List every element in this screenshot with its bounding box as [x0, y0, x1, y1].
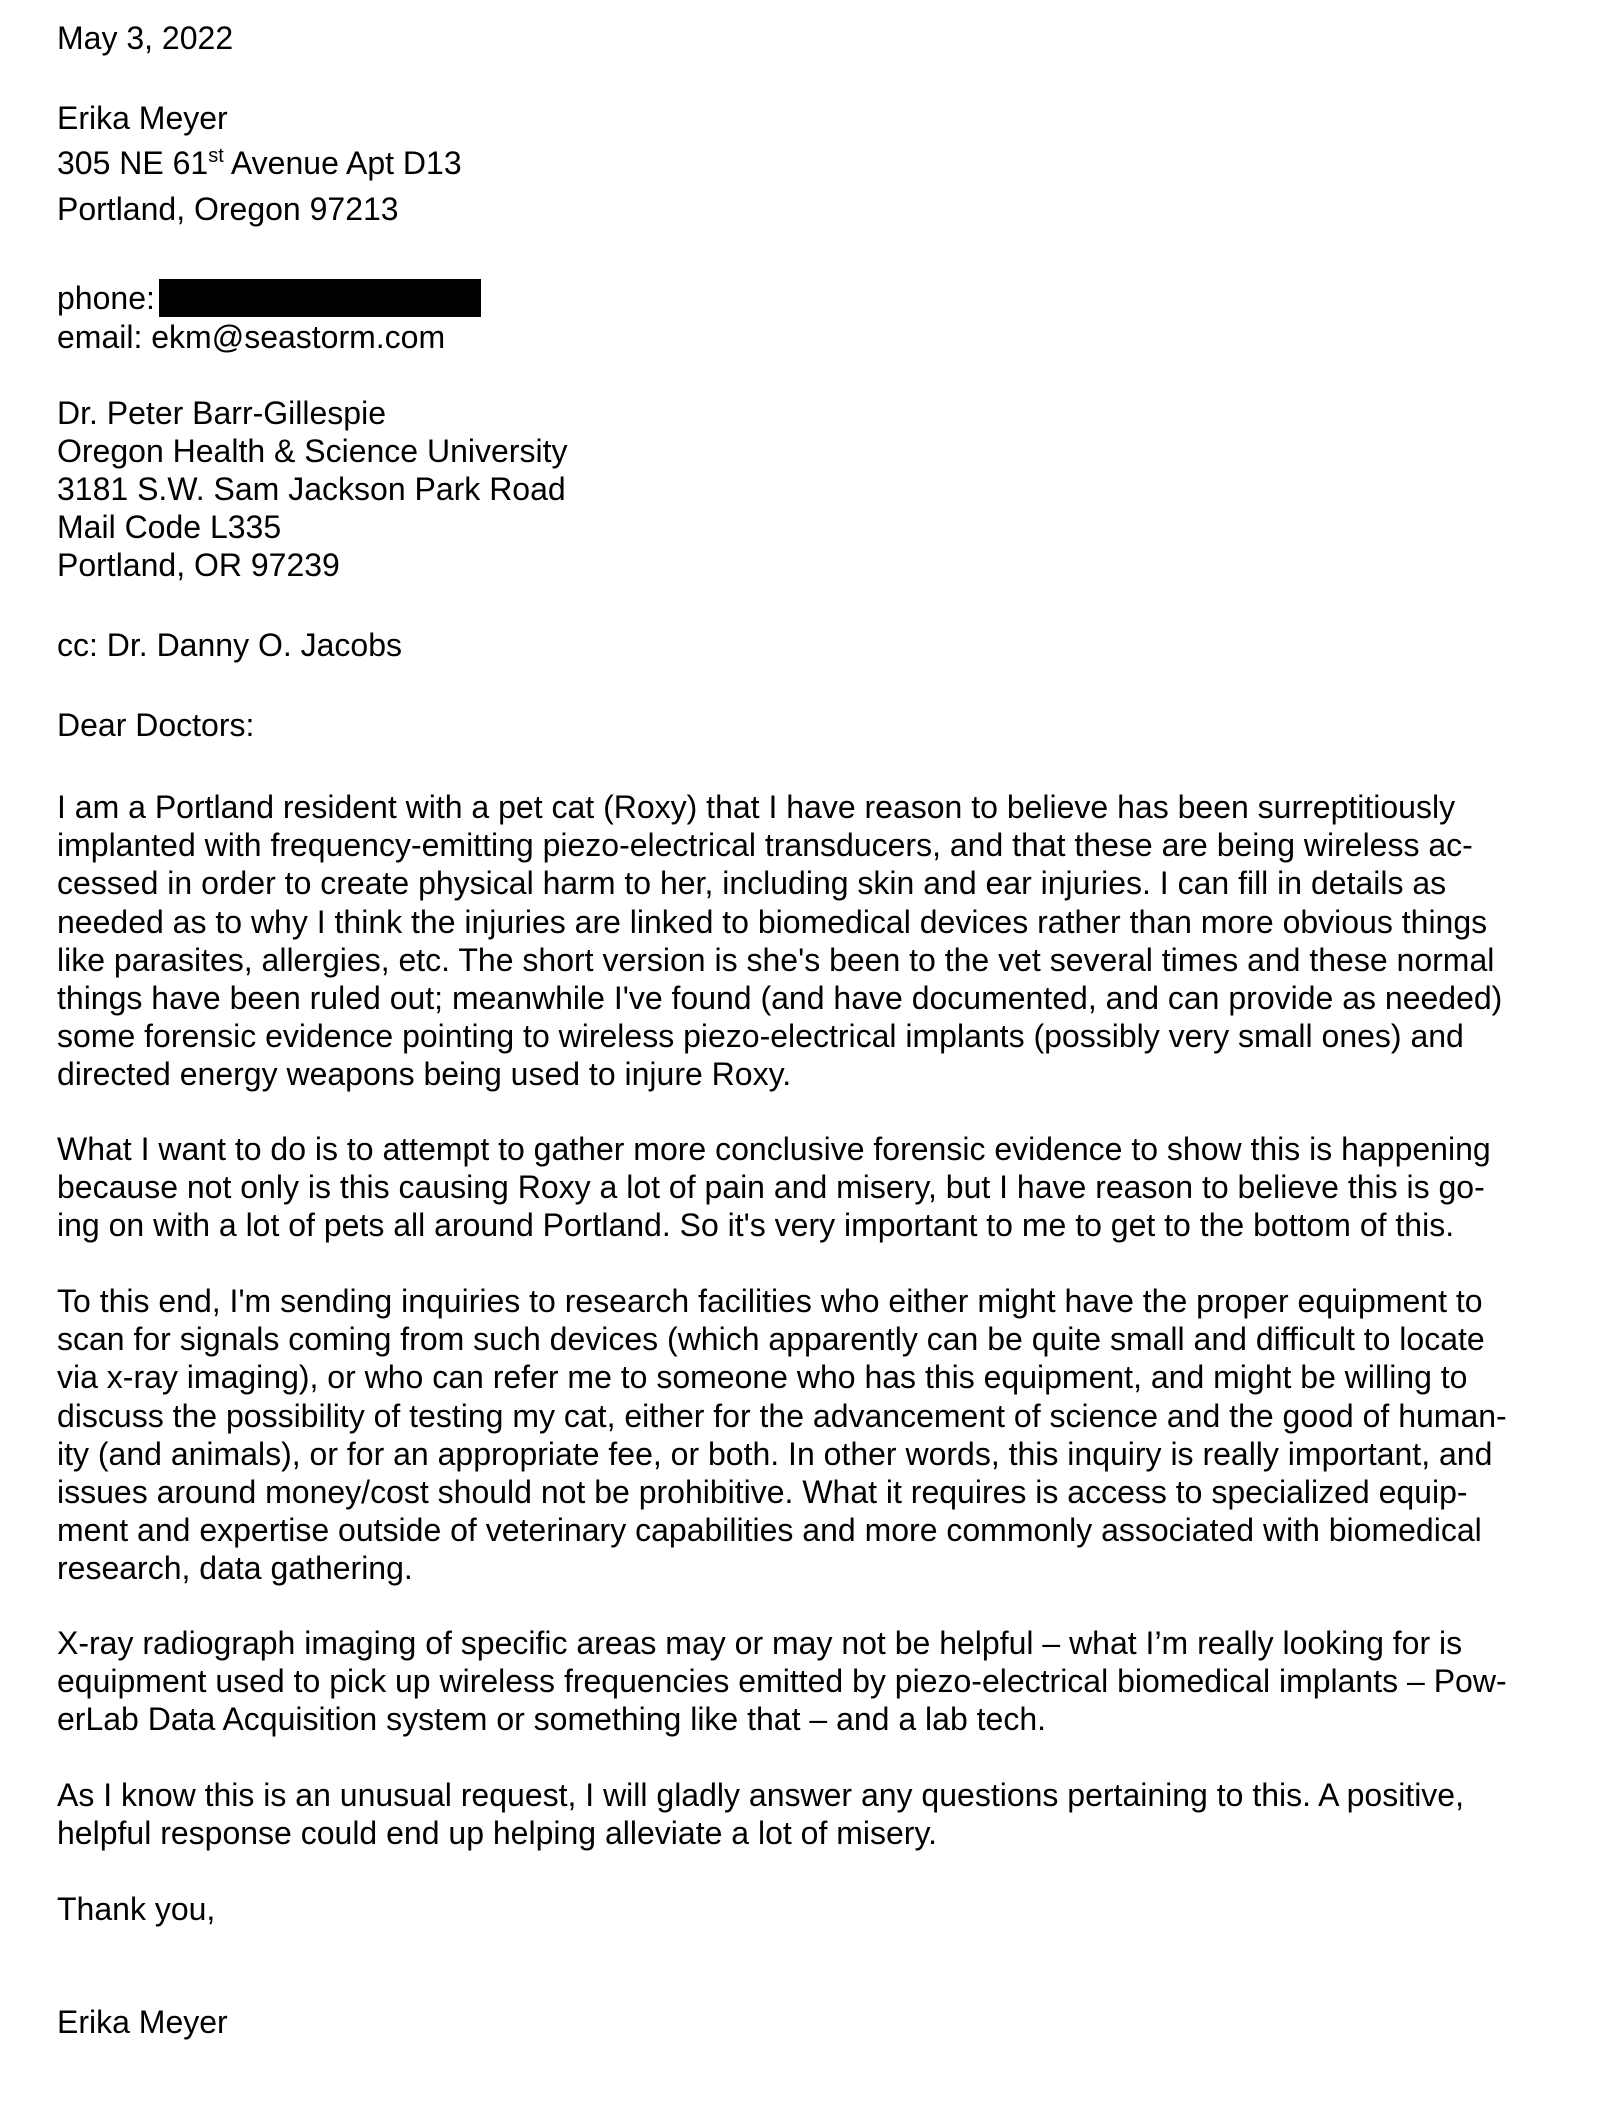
sender-address-line2: Portland, Oregon 97213	[57, 191, 399, 227]
paragraph-line: ity (and animals), or for an appropriate fee, or both. In other words, this inquiry is really important, and	[57, 1435, 1493, 1472]
paragraph-line: research, data gathering.	[57, 1550, 413, 1587]
paragraph-line: discuss the possibility of testing my cat, either for the advancement of science and the good of human-	[57, 1397, 1507, 1434]
ordinal-suffix: st	[208, 145, 224, 167]
recipient-mail-code: Mail Code L335	[57, 509, 282, 545]
closing: Thank you,	[57, 1891, 216, 1927]
redaction-block	[159, 279, 481, 317]
body-paragraph-3	[57, 1282, 1567, 1588]
paragraph-line: cessed in order to create physical harm to her, including skin and ear injuries. I can fill in details as	[57, 865, 1447, 902]
letter-date: May 3, 2022	[57, 20, 234, 56]
paragraph-line: To this end, I'm sending inquiries to research facilities who either might have the proper equipment to	[57, 1283, 1483, 1319]
paragraph-line: like parasites, allergies, etc. The short version is she's been to the vet several times and these normal	[57, 941, 1495, 978]
paragraph-line: X-ray radiograph imaging of specific areas may or may not be helpful – what I’m really looking for is	[57, 1625, 1463, 1661]
paragraph-line: things have been ruled out; meanwhile I've found (and have documented, and can provide as needed)	[57, 980, 1503, 1017]
paragraph-line: because not only is this causing Roxy a lot of pain and misery, but I have reason to believe this is go-	[57, 1169, 1485, 1206]
paragraph-line: ing on with a lot of pets all around Portland. So it's very important to me to get to the bottom of this.	[57, 1207, 1455, 1244]
signature-name: Erika Meyer	[57, 2004, 228, 2040]
paragraph-line: implanted with frequency-emitting piezo-electrical transducers, and that these are being wireless ac-	[57, 827, 1473, 864]
paragraph-line: What I want to do is to attempt to gather more conclusive forensic evidence to show this is happening	[57, 1131, 1491, 1167]
paragraph-line: As I know this is an unusual request, I will gladly answer any questions pertaining to this. A positive,	[57, 1777, 1464, 1813]
salutation: Dear Doctors:	[57, 707, 255, 743]
paragraph-line: via x-ray imaging), or who can refer me to someone who has this equipment, and might be willing to	[57, 1359, 1468, 1396]
recipient-city: Portland, OR 97239	[57, 547, 340, 583]
sender-phone: phone:	[57, 279, 481, 317]
sender-email: email: ekm@seastorm.com	[57, 319, 446, 355]
body-paragraph-4	[57, 1624, 1567, 1739]
body-paragraph-2	[57, 1130, 1567, 1245]
paragraph-line: equipment used to pick up wireless frequencies emitted by piezo-electrical biomedical implants – Pow-	[57, 1663, 1507, 1700]
paragraph-line: I am a Portland resident with a pet cat (Roxy) that I have reason to believe has been surreptitiously	[57, 789, 1456, 825]
paragraph-line: directed energy weapons being used to injure Roxy.	[57, 1056, 792, 1093]
cc-line: cc: Dr. Danny O. Jacobs	[57, 627, 403, 663]
paragraph-line: helpful response could end up helping alleviate a lot of misery.	[57, 1815, 937, 1852]
body-paragraph-1	[57, 788, 1567, 1094]
recipient-org: Oregon Health & Science University	[57, 433, 568, 469]
sender-address-line1: 305 NE 61st Avenue Apt D13	[57, 145, 462, 181]
recipient-name: Dr. Peter Barr-Gillespie	[57, 395, 386, 431]
paragraph-line: some forensic evidence pointing to wireless piezo-electrical implants (possibly very small ones) and	[57, 1018, 1464, 1055]
body-paragraph-5	[57, 1776, 1567, 1852]
paragraph-line: erLab Data Acquisition system or something like that – and a lab tech.	[57, 1701, 1046, 1738]
recipient-street: 3181 S.W. Sam Jackson Park Road	[57, 471, 566, 507]
paragraph-line: issues around money/cost should not be prohibitive. What it requires is access to specialized equip-	[57, 1474, 1468, 1511]
sender-name: Erika Meyer	[57, 100, 228, 136]
paragraph-line: ment and expertise outside of veterinary capabilities and more commonly associated with biomedical	[57, 1512, 1482, 1549]
paragraph-line: scan for signals coming from such devices (which apparently can be quite small and difficult to locate	[57, 1321, 1485, 1358]
paragraph-line: needed as to why I think the injuries are linked to biomedical devices rather than more obvious things	[57, 903, 1488, 940]
